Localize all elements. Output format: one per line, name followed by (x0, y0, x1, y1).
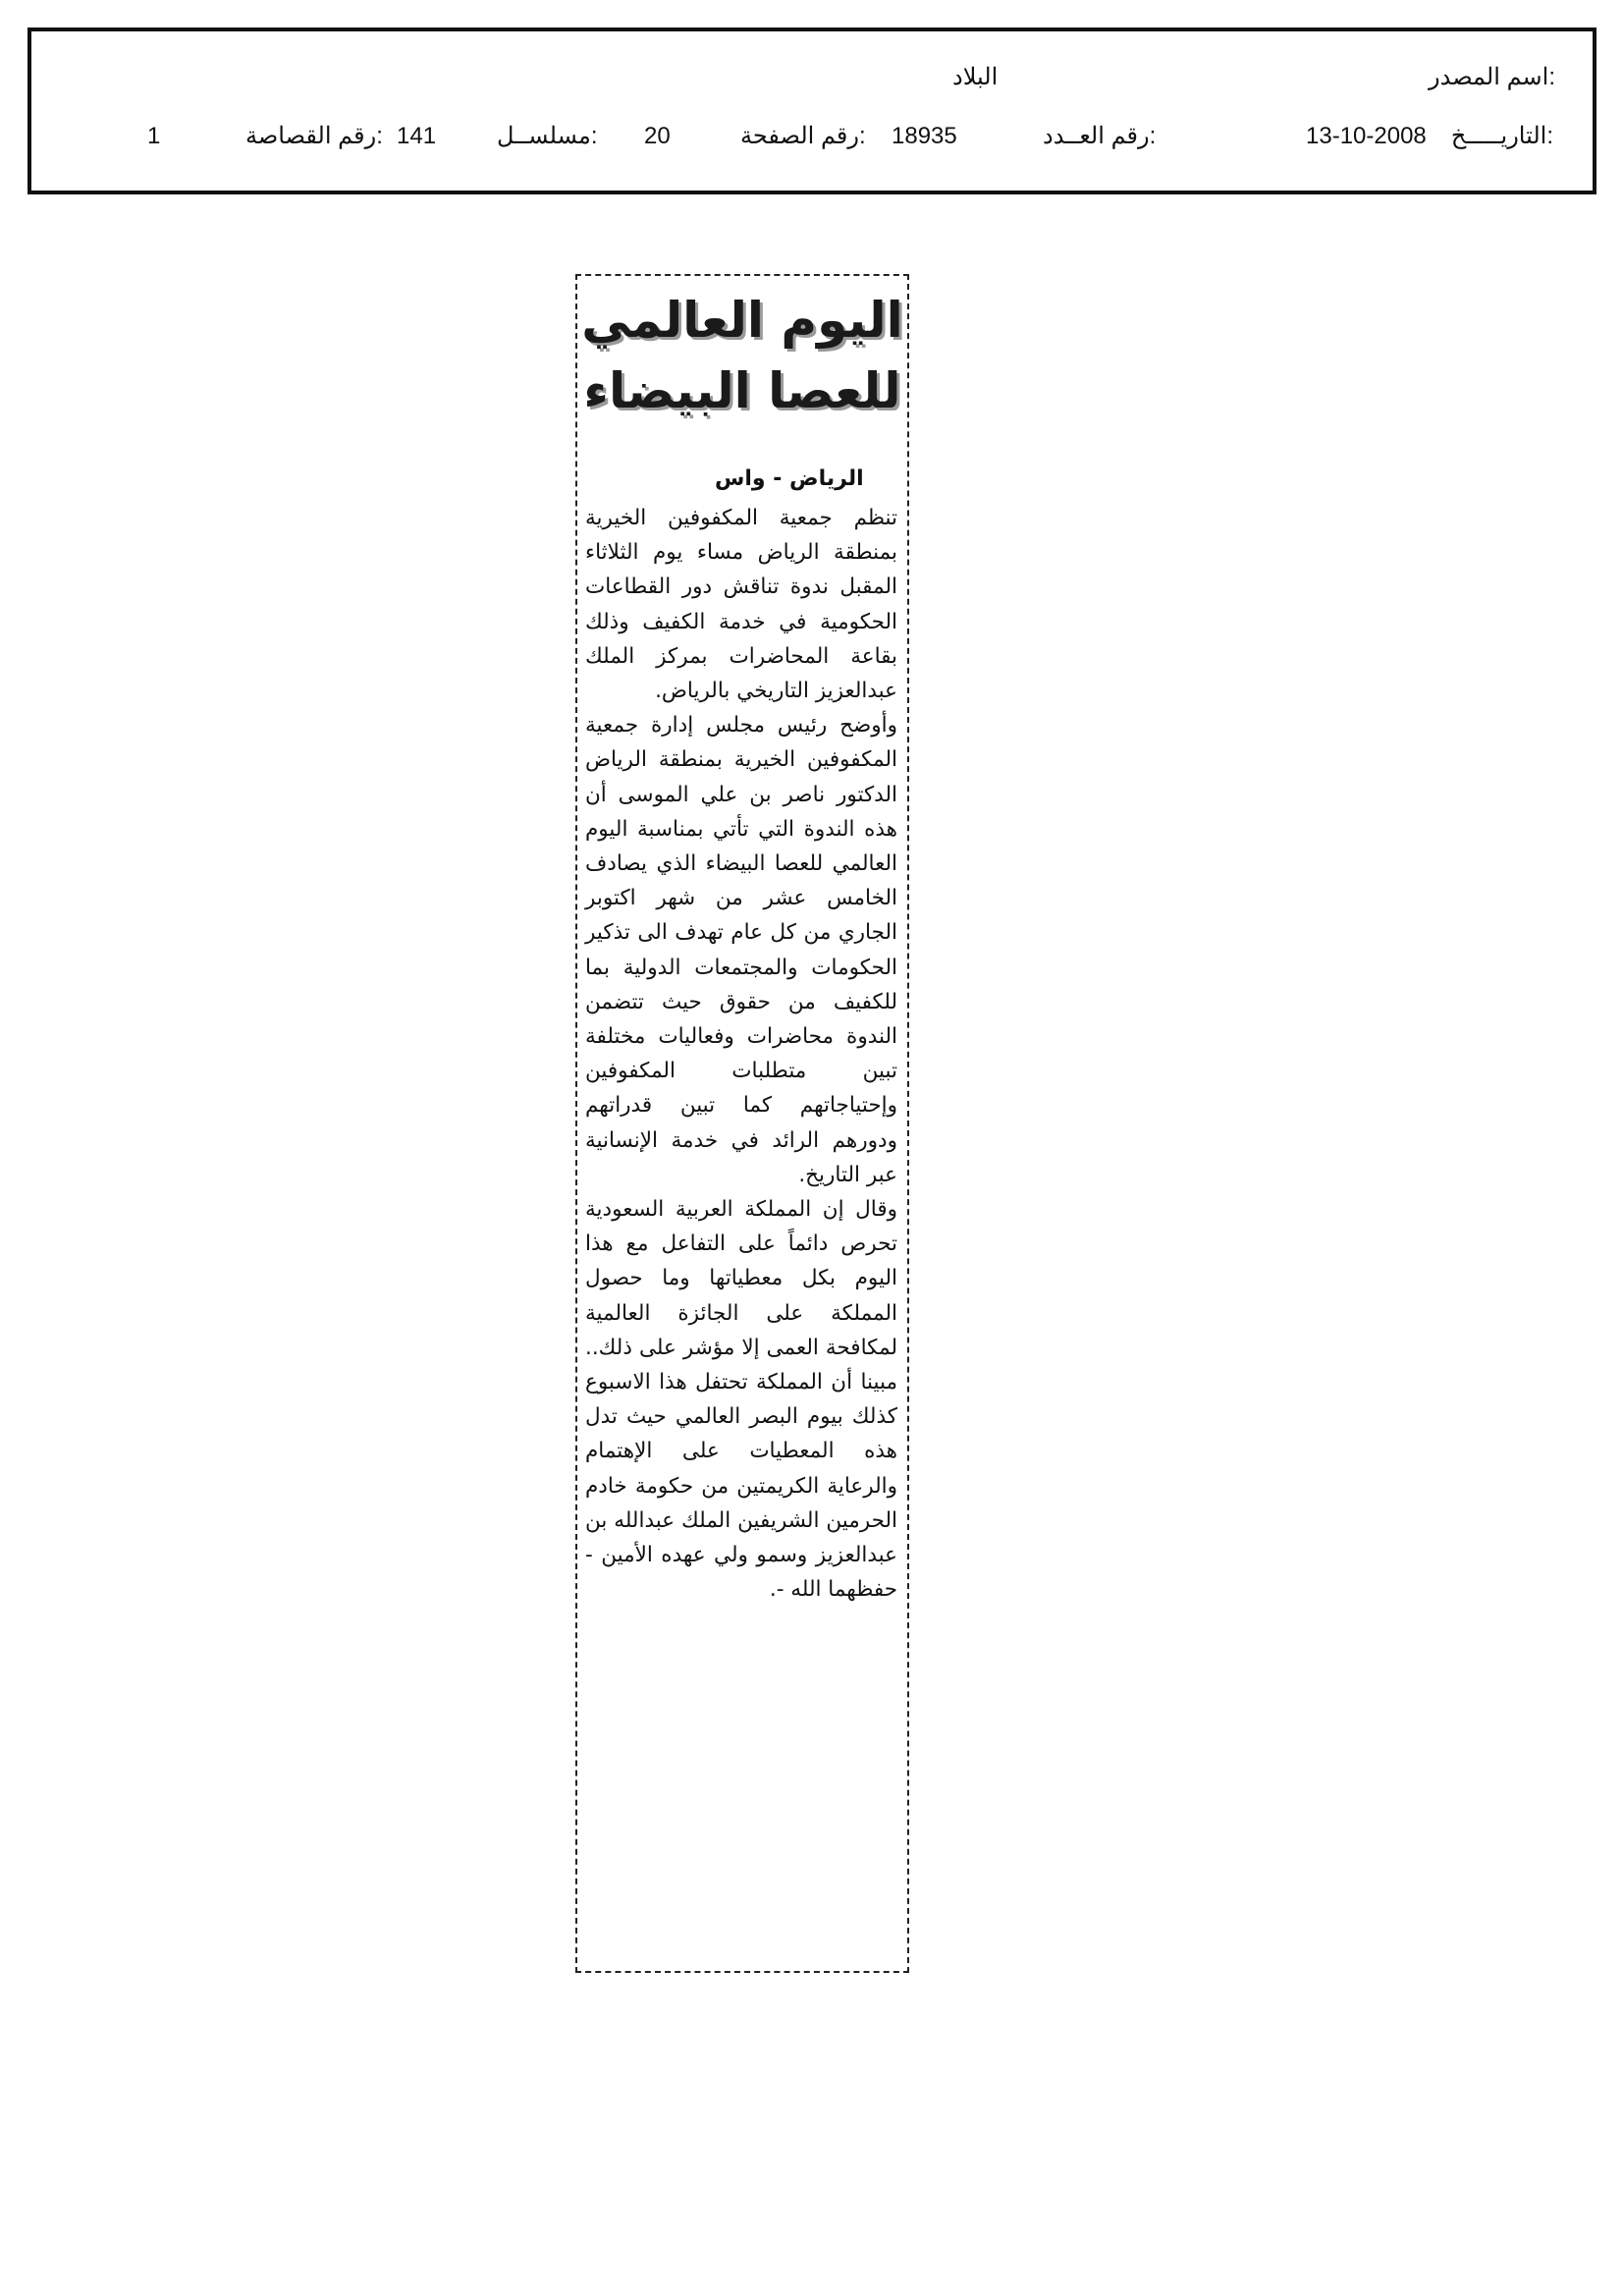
clipping-header-box (27, 27, 1596, 194)
article-paragraph-3: وقال إن المملكة العربية السعودية تحرص دائماً على التفاعل مع هذا اليوم بكل معطياتها وما حصول المملكة على الجائزة العالمية لمكافحة العمى إلا مؤشر على ذلك.. مبينا أن المملكة تحتفل هذا الاسبوع كذلك بيوم البصر العالمي حيث تدل هذه المعطيات على الإهتمام والرعاية الكريمتين من حكومة خادم الحرمين الشريفين الملك عبدالله بن عبدالعزيز وسمو ولي عهده الأمين - حفظهما الله -. (585, 1197, 897, 1603)
source-value: البلاد (952, 64, 999, 90)
issue-value: 18935 (892, 123, 957, 149)
serial-value: 141 (397, 123, 437, 149)
date-label: التاريـــــخ: (1450, 123, 1553, 149)
article-paragraph-2: وأوضح رئيس مجلس إدارة جمعية المكفوفين الخيرية بمنطقة الرياض الدكتور ناصر بن علي الموسى أن هذه الندوة التي تأتي بمناسبة اليوم العالمي للعصا البيضاء الذي يصادف الخامس عشر من شهر اكتوبر الجاري من كل عام تهدف الى تذكير الحكومات والمجتمعات الدولية بما للكفيف من حقوق حيث تتضمن الندوة محاضرات وفعاليات مختلفة تبين متطلبات المكفوفين وإحتياجاتهم كما تبين قدراتهم ودورهم الرائد في خدمة الإنسانية عبر التاريخ. (585, 713, 897, 1187)
page-value: 20 (644, 123, 671, 149)
source-label: اسم المصدر: (1429, 64, 1555, 90)
serial-label: مسلســل: (497, 123, 598, 149)
article-paragraph-1: تنظم جمعية المكفوفين الخيرية بمنطقة الرياض مساء يوم الثلاثاء المقبل ندوة تناقش دور القطاعات الحكومية في خدمة الكفيف وذلك بقاعة المحاضرات بمركز الملك عبدالعزيز التاريخي بالرياض. (585, 506, 897, 704)
headline-line-1: اليوم العالمي (581, 292, 903, 349)
article-dateline: الرياض - واس (715, 466, 864, 491)
article-body (585, 501, 897, 1608)
issue-label: رقم العــدد: (1043, 123, 1157, 149)
clip-value: 1 (147, 123, 161, 149)
clip-label: رقم القصاصة: (245, 123, 383, 149)
date-value: 13-10-2008 (1306, 123, 1427, 149)
headline-line-2: للعصا البيضاء (583, 362, 901, 419)
page-label: رقم الصفحة: (740, 123, 866, 149)
